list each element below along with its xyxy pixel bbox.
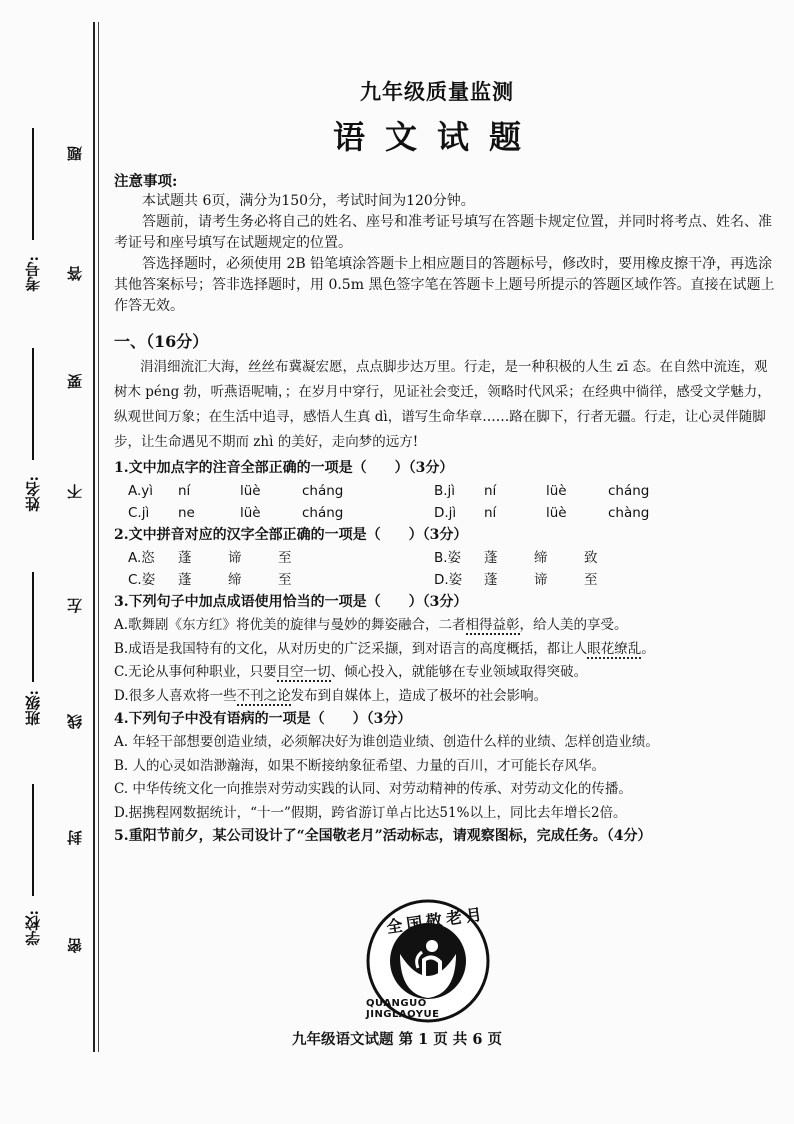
q4-option-c: C. 中华传统文化一向推崇对劳动实践的认同、对劳动精神的传承、对劳动文化的传播。 [114,781,632,797]
q1-option-c-4: cháng [302,505,344,521]
q3-option-b: B.成语是我国特有的文化，从对历史的广泛采撷，到对语言的高度概括，都让人眼花缭乱。 [114,640,655,657]
reading-passage: 涓涓细流汇大海，丝丝布冀凝宏愿，点点脚步达万里。行走，是一种积极的人生 zī 态。在自然中流连，观树木 péng 勃，听燕语呢喃，；在岁月中穿行，见证社会变迁，领略时代风采；在经典中徜徉，感受文学魅力，纵观世间万象；在生活中追寻，感悟人生真 dì，谱写生命华章……路在脚下，行者无疆。行走，让心灵伴随脚步，让生命遇见不期而 zhì 的美好，走向梦的远方! [114,359,771,450]
q1-option-c-1: C.jì [128,505,150,521]
question-1: 1.文中加点字的注音全部正确的一项是（ ）（3分） [114,460,454,476]
q1-option-b-2: ní [484,483,497,499]
question-5: 5.重阳节前夕，某公司设计了“全国敬老月”活动标志，请观察图标，完成任务。（4分） [114,828,652,844]
q3-option-c: C.无论从事何种职业，只要目空一切、倾心投入，就能够在专业领域取得突破。 [114,664,588,680]
q2-option-d-2: 蓬 [484,572,498,588]
q3-option-c-idiom: 目空一切 [276,664,331,680]
exam-content [114,76,780,848]
q2-option-a-4: 至 [278,550,292,566]
q2-option-c-4: 至 [278,572,292,588]
seal-char-7: 封 [66,830,84,845]
seal-char-6: 线 [66,714,84,729]
question-2: 2.文中拼音对应的汉字全部正确的一项是（ ）（3分） [114,527,468,543]
q2-option-c-2: 蓬 [178,572,192,588]
q2-option-b-2: 蓬 [484,550,498,566]
q1-option-a-1: A.yì [128,483,154,499]
q3-option-a-idiom: 相得益彰 [465,617,520,633]
q1-options-row-1 [114,480,780,502]
notice-item-1: 本试题共 6页，满分为150分，考试时间为120分钟。 [142,193,475,209]
question-4: 4.下列句子中没有语病的一项是（ ）（3分） [114,711,412,727]
q3-option-d: D.很多人喜欢将一些不刊之论发布到自媒体上，造成了极坏的社会影响。 [114,687,548,704]
q2-option-b-4: 致 [584,550,598,566]
q1-option-d-3: lüè [546,505,567,521]
q2-option-d-4: 至 [584,572,598,588]
blank-school [32,784,34,896]
section-heading: 一、（16分） [114,332,209,351]
blank-name [32,348,34,460]
binding-line-inner [98,22,99,1052]
label-school: 学校: [24,910,42,946]
seal-char-5: 左 [66,598,84,613]
q2-options-row-1 [114,547,780,569]
q1-option-d-1: D.jì [434,505,457,521]
blank-exam-number [32,128,34,240]
logo-pinyin-text: QUANGUO JINGLAOYUE [366,998,440,1020]
q4-option-b: B. 人的心灵如浩渺瀚海，如果不断接纳象征希望、力量的百川，才可能长存风华。 [114,757,606,774]
q4-option-d: D.据携程网数据统计，“十一”假期，跨省游订单占比达51%以上，同比去年增长2倍。 [114,804,627,821]
q1-options-row-2 [114,502,780,524]
question-3: 3.下列句子中加点成语使用恰当的一项是（ ）（3分） [114,594,468,610]
q4-option-a: A. 年轻干部想要创造业绩，必须解决好为谁创造业绩、创造什么样的业绩、怎样创造业绩。 [114,734,659,750]
q3-option-d-idiom: 不刊之论 [236,687,291,704]
q1-option-a-2: ní [178,483,191,499]
page-footer: 九年级语文试题 第 1 页 共 6 页 [292,1031,502,1048]
q2-options-row-2 [114,569,780,591]
q2-option-b-3: 缔 [534,550,548,566]
q3-option-b-idiom: 眼花缭乱 [587,640,642,657]
seal-char-1: 题 [66,146,84,161]
q2-option-a-2: 蓬 [178,550,192,566]
blank-class [32,572,34,682]
logo-chinese-text: 全国敬老月 [385,904,487,937]
q2-option-a-3: 谛 [228,550,242,566]
q2-option-b-1: B.姿 [434,550,462,566]
exam-header: 九年级质量监测 [360,79,514,104]
q2-option-c-3: 缔 [228,572,242,588]
notice-item-3: 答选择题时，必须使用 2B 铅笔填涂答题卡上相应题目的答题标号，修改时，要用橡皮擦干净，再选涂其他答案标号；答非选择题时，用 0.5m 黑色签字笔在答题卡上题号所提示的答题区域作答。直接在试题上作答无效。 [114,256,775,314]
q1-option-c-3: lüè [240,505,261,521]
q1-option-a-3: lüè [240,483,261,499]
q1-option-c-2: ne [178,505,195,521]
q2-option-a-1: A.恣 [128,550,155,566]
q1-option-b-4: cháng [608,483,650,499]
elderly-day-logo [360,898,496,1024]
notice-title: 注意事项: [114,173,178,190]
notice-item-2: 答题前，请考生务必将自己的姓名、座号和准考证号填写在答题卡规定位置，并同时将考点、姓名、准考证号和座号填写在试题规定的位置。 [114,214,772,251]
q1-option-b-1: B.jì [434,483,456,499]
q1-option-d-4: chàng [608,505,650,521]
binding-line [93,22,95,1052]
exam-title: 语文试题 [332,118,541,156]
label-name: 姓名: [24,476,42,512]
q2-option-c-1: C.姿 [128,572,156,588]
q2-option-d-3: 谛 [534,572,548,588]
q1-option-a-4: cháng [302,483,344,499]
q2-option-d-1: D.姿 [434,572,463,588]
label-exam-number: 考号: [24,256,42,292]
seal-char-3: 要 [66,374,84,389]
seal-char-8: 密 [66,938,84,953]
label-class: 班级: [24,690,42,726]
q3-option-a: A.歌舞剧《东方红》将优美的旋律与曼妙的舞姿融合，二者相得益彰，给人美的享受。 [114,617,628,633]
seal-char-4: 不 [66,484,84,499]
seal-char-2: 答 [66,266,84,281]
q1-option-b-3: lüè [546,483,567,499]
q1-option-d-2: ní [484,505,497,521]
